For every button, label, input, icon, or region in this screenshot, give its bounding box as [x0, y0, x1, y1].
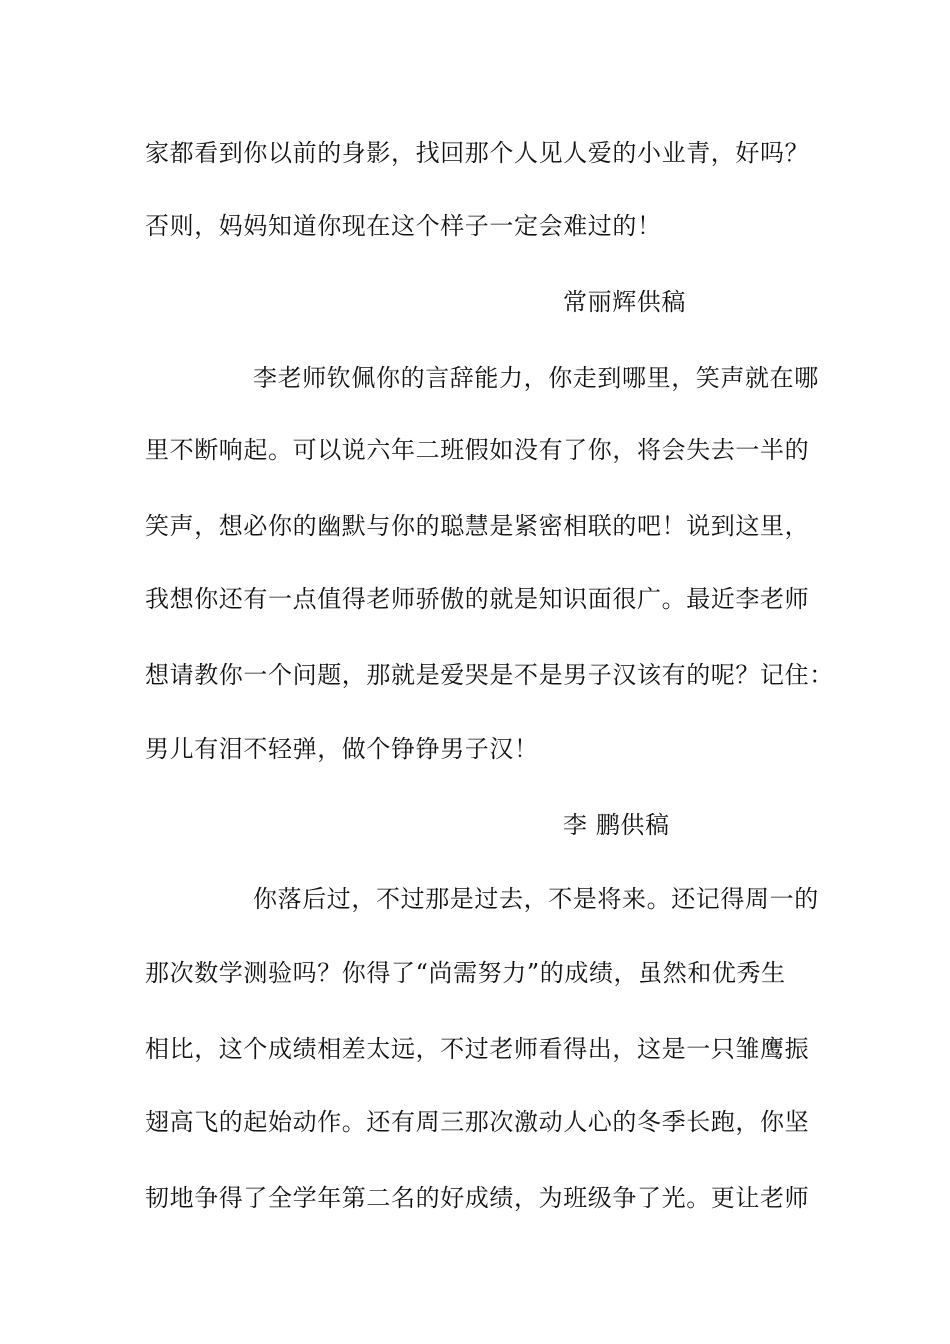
text-line: 你落后过，不过那是过去，不是将来。还记得周一的 [253, 885, 819, 913]
text-line: 笑声，想必你的幽默与你的聪慧是紧密相联的吧！说到这里， [145, 512, 810, 540]
text-line: 李老师钦佩你的言辞能力，你走到哪里，笑声就在哪 [253, 364, 819, 392]
text-line: 里不断响起。可以说六年二班假如没有了你，将会失去一半的 [145, 436, 810, 464]
text-line: 相比，这个成绩相差太远，不过老师看得出，这是一只雏鹰振 [145, 1035, 810, 1063]
author-credit: 李 鹏供稿 [563, 811, 670, 839]
text-line: 翅高飞的起始动作。还有周三那次激动人心的冬季长跑，你坚 [145, 1108, 810, 1136]
text-line: 韧地争得了全学年第二名的好成绩，为班级争了光。更让老师 [145, 1184, 810, 1212]
text-line: 男儿有泪不轻弹，做个铮铮男子汉！ [145, 735, 539, 763]
author-credit: 常丽辉供稿 [563, 288, 686, 316]
text-line: 想请教你一个问题，那就是爱哭是不是男子汉该有的呢？记住： [145, 661, 834, 689]
text-line: 我想你还有一点值得老师骄傲的就是知识面很广。最近李老师 [145, 585, 810, 613]
text-line: 家都看到你以前的身影，找回那个人见人爱的小业青，好吗？ [145, 139, 810, 167]
text-line: 否则，妈妈知道你现在这个样子一定会难过的！ [145, 212, 662, 240]
text-line: 那次数学测验吗？你得了“尚需努力”的成绩，虽然和优秀生 [145, 959, 786, 987]
